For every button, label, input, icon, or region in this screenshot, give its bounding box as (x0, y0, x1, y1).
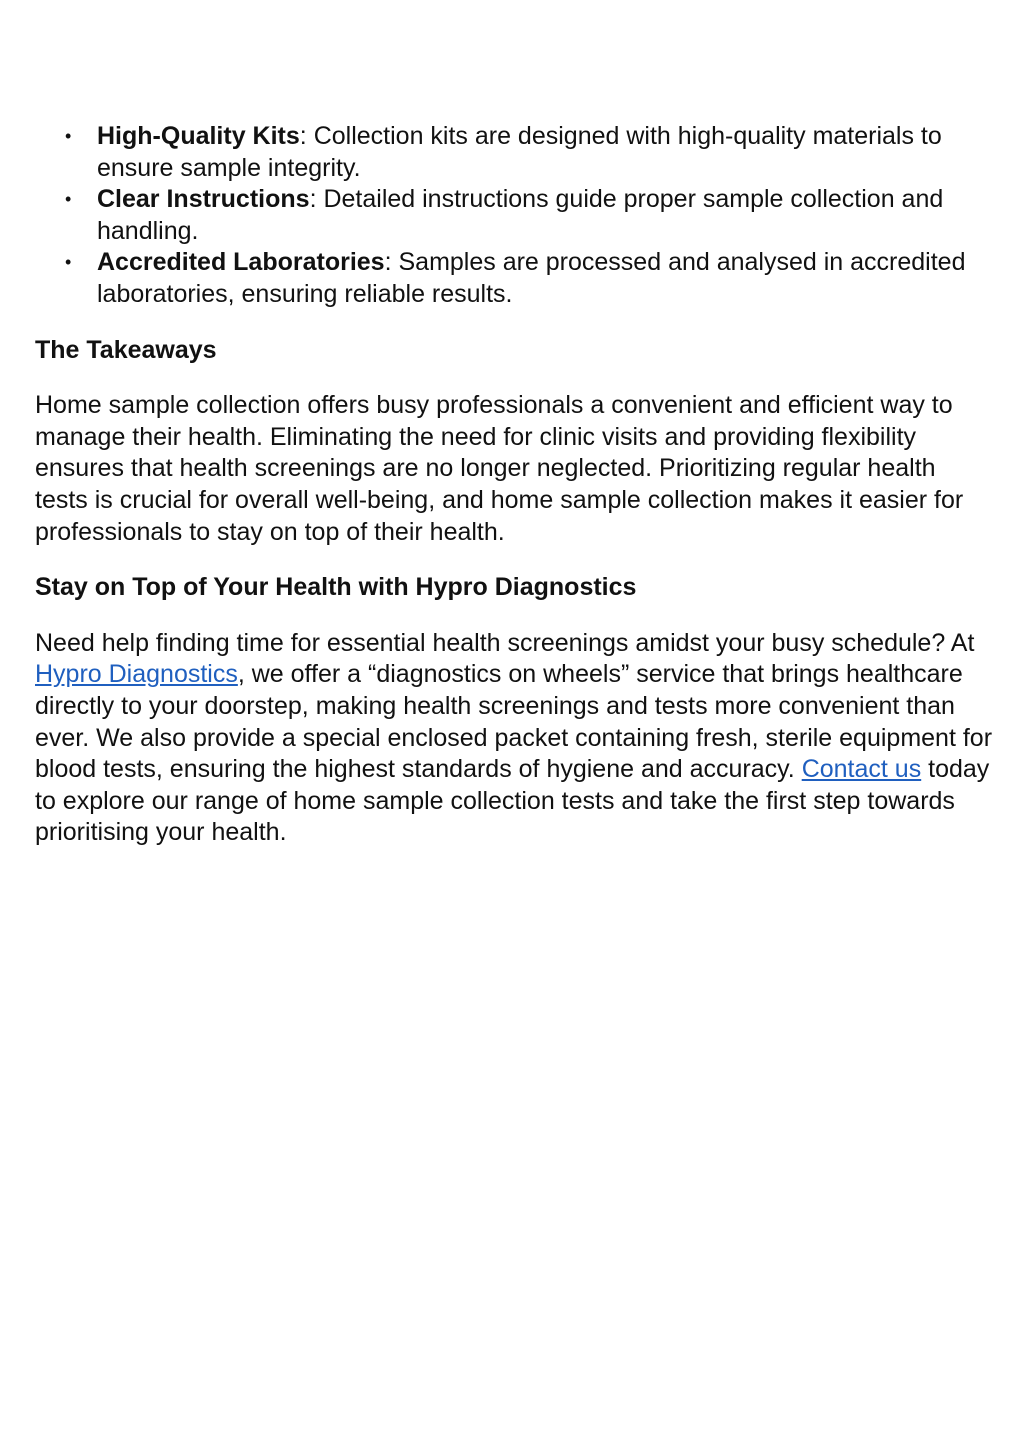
feature-text: : Samples are processed and analysed in accredited laboratories, ensuring reliable results. (97, 248, 966, 308)
list-item (35, 121, 993, 184)
cta-heading: Stay on Top of Your Health with Hypro Diagnostics (35, 573, 637, 602)
contact-us-link[interactable]: Contact us (801, 755, 922, 784)
feature-term: High-Quality Kits (97, 122, 300, 150)
feature-text: : Detailed instructions guide proper sample collection and handling. (97, 185, 944, 245)
cta-text-2: , we offer a “diagnostics on wheels” service that brings healthcare directly to your doorstep, making health screenings and tests more convenient than ever. We also provide a special enclosed packet containing fresh, sterile equipment for blood tests, ensuring the highest standards of hygiene and accuracy. (35, 660, 993, 784)
document-page (35, 121, 993, 849)
takeaways-heading: The Takeaways (35, 335, 217, 364)
bullet-icon: • (65, 252, 72, 273)
cta-paragraph (35, 628, 993, 849)
bullet-icon: • (65, 126, 72, 146)
hypro-diagnostics-link[interactable]: Hypro Diagnostics (35, 660, 238, 689)
list-item (35, 184, 993, 247)
cta-text-1: Need help finding time for essential health screenings amidst your busy schedule? At (35, 628, 975, 657)
list-item (35, 247, 993, 310)
feature-term: Clear Instructions (97, 185, 310, 214)
feature-list (35, 121, 993, 311)
feature-text: : Collection kits are designed with high-quality materials to ensure sample integrity. (97, 122, 942, 182)
feature-term: Accredited Laboratories (97, 248, 385, 277)
takeaways-paragraph: Home sample collection offers busy professionals a convenient and efficient way to manage their health. Eliminating the need for clinic visits and providing flexibility ensures that health screenings are no longer neglected. Prioritizing regular health tests is crucial for overall well-being, and home sample collection makes it easier for professionals to stay on top of their health. (35, 391, 964, 546)
bullet-icon: • (65, 189, 72, 210)
cta-text-3: today to explore our range of home sample collection tests and take the first step towards prioritising your health. (35, 755, 990, 847)
